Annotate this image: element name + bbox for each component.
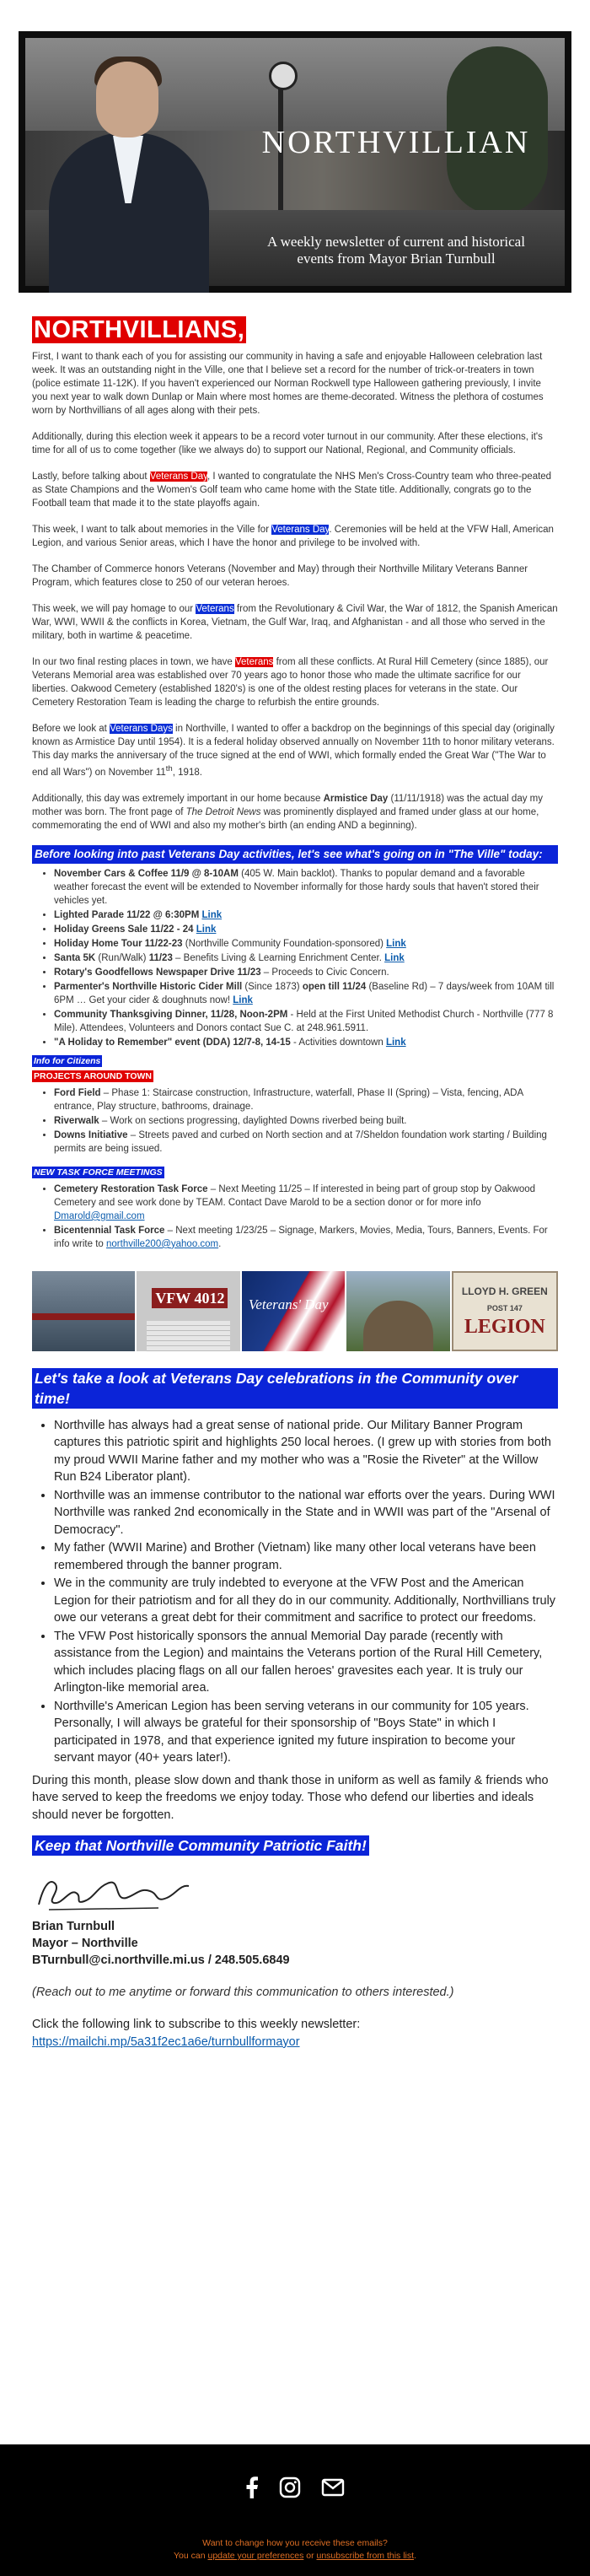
update-preferences-link[interactable]: update your preferences <box>207 2551 304 2561</box>
list-item: • November Cars & Coffee 11/9 @ 8-10AM (405 W. Main backlot). Thanks to popular demand and a favorable weather forecast the event will be extended to November informally for those hardy souls that haven't stored their vehicles yet. <box>54 867 558 908</box>
list-item: • Bicentennial Task Force – Next meeting 1/23/25 – Signage, Markers, Movies, Media, Tours, Banners, Events. For info write to northville200@yahoo.com. <box>54 1224 558 1251</box>
list-item: • Lighted Parade 11/22 @ 6:30PM Link <box>54 908 558 922</box>
facebook-icon[interactable] <box>245 2476 259 2503</box>
celebrations-list <box>32 1417 558 1767</box>
list-item: • Cemetery Restoration Task Force – Next Meeting 11/25 – If interested in being part of group stop by Oakwood Cemetery and see work done by TEAM. Contact Dave Marold to be a section donor or for more info Dmarold@gmail.com <box>54 1183 558 1223</box>
celebrations-heading: Let's take a look at Veterans Day celebrations in the Community over time! <box>32 1368 558 1409</box>
highlight-veterans-day: Veterans Day <box>271 525 330 535</box>
list-item: • Santa 5K (Run/Walk) 11/23 – Benefits Living & Learning Enrichment Center. Link <box>54 951 558 965</box>
paragraph-resting-places: In our two final resting places in town, we have Veterans from all these conflicts. At Rural Hill Cemetery (since 1885), our Veterans Memorial area was established over 70 years ago to honor those who made the ultimate sacrifice for our liberties. Oakwood Cemetery (established 1820's) is one of the oldest resting places for veterans in the state. Our Cemetery Restoration Team is leading the charge to refurbish the entire grounds. <box>32 657 549 708</box>
veterans-day-graphic: Veterans' Day <box>242 1271 345 1351</box>
mayor-portrait <box>44 48 212 288</box>
svg-text:Brian Turnbull: Brian Turnbull <box>32 1867 38 1869</box>
memorial-photo <box>346 1271 449 1351</box>
list-item: • We in the community are truly indebted to everyone at the VFW Post and the American Legion for their patriotism and for all they do in our community. Additionally, Northvillians truly owe our veterans a great debt for their commitment and sacrifice to protect our freedoms. <box>54 1575 558 1627</box>
mayor-name: Brian Turnbull <box>32 1920 115 1934</box>
patriotic-tagline: Keep that Northville Community Patriotic Faith! <box>32 1835 369 1856</box>
list-item: • Northville's American Legion has been serving veterans in our community for 105 years. Personally, I will always be grateful for their sponsorship of "Boys State" in which I participated in 1978, and that experience ignited my future inspiration to become your servant mayor (40+ years later!). <box>54 1698 558 1767</box>
social-icons <box>0 2476 590 2503</box>
list-item: • Northville has always had a great sense of national pride. Our Military Banner Program captures this patriotic spirit and highlights 250 local heroes. (I grew up with stories from both my proud WWII Marine father and my mother who was a "Rosie the Riveter" at the Willow Run B24 Liberator plant). <box>54 1417 558 1486</box>
paragraph-congrats: Lastly, before talking about Veterans Day, I wanted to congratulate the NHS Men's Cross-Country team who three-peated as State Champions and the Women's Golf team who came home with the State title. Additionally, congrats go to the Football team that made it to the state playoffs again. <box>32 472 552 509</box>
list-item: • The VFW Post historically sponsors the annual Memorial Day parade (recently with assistance from the Legion) and maintains the Veterans portion of the Rural Hill Cemetery, which includes placing flags on all our fallen heroes' gravesites each year. It is truly our Arlington-like memorial area. <box>54 1628 558 1697</box>
list-item: • Rotary's Goodfellows Newspaper Drive 11/23 – Proceeds to Civic Concern. <box>54 966 558 979</box>
list-item: • Downs Initiative – Streets paved and curbed on North section and at 7/Sheldon foundation work starting / Building permits are being issued. <box>54 1129 558 1156</box>
lighted-parade-link[interactable]: Link <box>201 909 223 920</box>
cider-mill-link[interactable]: Link <box>233 994 253 1005</box>
paragraph-chamber: The Chamber of Commerce honors Veterans (November and May) through their Northville Military Veterans Banner Program, which features close to 250 of our veteran heroes. <box>32 564 528 588</box>
dmarold-email-link[interactable]: Dmarold@gmail.com <box>54 1210 145 1221</box>
list-item: • Holiday Greens Sale 11/22 - 24 Link <box>54 923 558 936</box>
paragraph-memories: This week, I want to talk about memories in the Ville for Veterans Day. Ceremonies will be held at the VFW Hall, American Legion, and various Senior areas, which I have the honor and privilege to be involved with. <box>32 525 554 548</box>
reach-out-note: (Reach out to me anytime or forward this communication to others interested.) <box>32 1986 454 2000</box>
list-item: • Ford Field – Phase 1: Staircase construction, Infrastructure, waterfall, Phase II (Spring) – Vista, fencing, ADA entrance, Play structure, bathrooms, drainage. <box>54 1086 558 1113</box>
vfw-building-photo: VFW 4012 <box>137 1271 239 1351</box>
veterans-photo-row <box>32 1271 558 1351</box>
signature-block <box>32 1918 558 1969</box>
list-item: • Riverwalk – Work on sections progressing, daylighted Downs riverbed being built. <box>54 1114 558 1128</box>
citizens-info-tag: Info for Citizens <box>34 1055 101 1066</box>
instagram-icon[interactable] <box>279 2476 301 2503</box>
unsubscribe-link[interactable]: unsubscribe from this list <box>316 2551 415 2561</box>
task-force-list <box>32 1183 558 1251</box>
newsletter-subtitle: A weekly newsletter of current and historical events from Mayor Brian Turnbull <box>267 234 525 267</box>
northville200-email-link[interactable]: northville200@yahoo.com <box>106 1238 219 1249</box>
task-force-tag: NEW TASK FORCE MEETINGS <box>34 1167 163 1178</box>
signature-icon <box>32 1867 201 1916</box>
flag-banners-photo <box>32 1271 135 1351</box>
list-item: • "A Holiday to Remember" event (DDA) 12/7-8, 14-15 - Activities downtown Link <box>54 1036 558 1049</box>
paragraph-mother: Additionally, this day was extremely important in our home because Armistice Day (11/11/1918) was the actual day my mother was born. The front page of The Detroit News was prominently displayed and framed under glass at our home, commemorating the end of WWI and also my mother's birth (an ending AND a beginning). <box>32 793 544 831</box>
highlight-veterans: Veterans <box>196 604 234 614</box>
paragraph-armistice-history: Before we look at Veterans Days in Northville, I wanted to offer a backdrop on the beginnings of this special day (originally known as Armistice Day until 1954). It is a federal holiday observed annually on November 11th to honor military veterans. This day marks the anniversary of the truce signed at the end of WWI, which formally ended the Great War ("The War to end all Wars") on November 11th, 1918. <box>32 724 555 778</box>
main-content <box>0 316 590 2051</box>
email-icon[interactable] <box>321 2478 345 2501</box>
header-band <box>0 0 590 293</box>
newsletter-title: NORTHVILLIAN <box>261 125 531 160</box>
subscribe-link[interactable]: https://mailchi.mp/5a31f2ec1a6e/turnbullformayor <box>32 2034 300 2049</box>
mayor-title: Mayor – Northville <box>32 1937 138 1951</box>
citizens-tags <box>32 1054 558 1083</box>
paragraph-halloween: First, I want to thank each of you for assisting our community in having a safe and enjoyable Halloween celebration last week. It was an outstanding night in the Ville, one that I believe set a record for the number of trick-or-treaters in town (police estimate 11-12K). If you haven't experienced our Norman Rockwell type Halloween gathering previously, I invite you next year to walk down Dunlap or Main where most homes are theme-decorated. Witness the plethora of costumes worn by Northvillians of all ages along with their pets. <box>32 352 544 416</box>
list-item: • Community Thanksgiving Dinner, 11/28, Noon-2PM - Held at the First United Methodist Church - Northville (777 8 Mile). Attendees, Volunteers and Donors contact Sue C. at 248.961.5911. <box>54 1008 558 1035</box>
list-item: • Parmenter's Northville Historic Cider Mill (Since 1873) open till 11/24 (Baseline Rd) – 7 days/week from 10AM till 6PM … Get your cider & doughnuts now! Link <box>54 980 558 1007</box>
highlight-veterans-days: Veterans Days <box>110 724 173 734</box>
projects-list <box>32 1086 558 1156</box>
header-banner <box>19 31 571 293</box>
highlight-veterans-day: Veterans Day <box>149 472 207 482</box>
footer-line-1: Want to change how you receive these emails? <box>202 2538 388 2548</box>
greeting-heading: NORTHVILLIANS, <box>34 316 245 343</box>
footer-line-2: You can update your preferences or unsubscribe from this list. <box>174 2551 416 2561</box>
events-heading: Before looking into past Veterans Day activities, let's see what's going on in "The Ville" today: <box>32 845 558 864</box>
signature-image <box>32 1867 558 1916</box>
footer-text <box>0 2537 590 2563</box>
home-tour-link[interactable]: Link <box>386 938 406 949</box>
subscribe-text: Click the following link to subscribe to this weekly newsletter: <box>32 2018 361 2032</box>
projects-tag: PROJECTS AROUND TOWN <box>34 1070 153 1081</box>
mayor-contact: BTurnbull@ci.northville.mi.us / 248.505.6849 <box>32 1954 290 1968</box>
holiday-greens-link[interactable]: Link <box>196 924 217 935</box>
list-item: • My father (WWII Marine) and Brother (Vietnam) like many other local veterans have been remembered through the banner program. <box>54 1539 558 1574</box>
paragraph-election: Additionally, during this election week it appears to be a record voter turnout in our community. After these elections, it's time for all of us to come together (like we always do) to support our National, Regional, and Community officials. <box>32 432 543 455</box>
events-list <box>32 867 558 1049</box>
santa-5k-link[interactable]: Link <box>384 952 405 963</box>
list-item: • Holiday Home Tour 11/22-23 (Northville Community Foundation-sponsored) Link <box>54 937 558 951</box>
footer <box>0 2444 590 2576</box>
closing-paragraph: During this month, please slow down and thank those in uniform as well as family & friends who have served to keep the freedoms we enjoy today. Those who defend our liberties and ideals should never be forgotten. <box>32 1773 549 1822</box>
holiday-remember-link[interactable]: Link <box>385 1037 406 1048</box>
american-legion-sign: LLOYD H. GREEN POST 147 LEGION <box>452 1271 558 1351</box>
paragraph-homage: This week, we will pay homage to our Veterans from the Revolutionary & Civil War, the War of 1812, the Spanish American War, WWI, WWII & the conflicts in Korea, Vietnam, the Gulf War, Iraq, and Afghanistan - and all those who served in the military, both in wartime & peacetime. <box>32 604 558 641</box>
highlight-veterans: Veterans <box>235 657 274 667</box>
list-item: • Northville was an immense contributor to the national war efforts over the years. During WWI Northville was ranked 2nd economically in the State and in WWII was part of the "Arsenal of Democracy". <box>54 1487 558 1539</box>
